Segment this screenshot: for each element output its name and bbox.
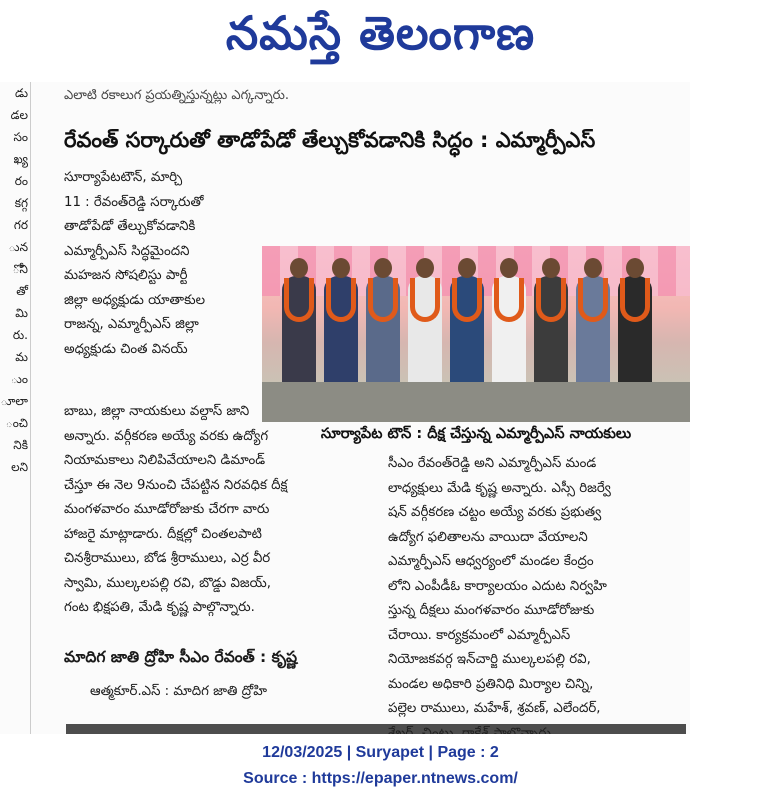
edge-fragment: ుం xyxy=(10,372,28,386)
photo-person xyxy=(366,276,400,396)
edge-fragment: మి xyxy=(15,306,28,320)
article-line: షన్ వర్గీకరణ చట్టం అయ్యే వరకు ప్రభుత్వ xyxy=(388,505,602,520)
sub-article-line: ఆత్మకూర్.ఎస్ : మాదిగ జాతి ద్రోహి xyxy=(90,684,267,699)
masthead xyxy=(0,0,761,82)
article-line: ఎమ్మార్పీఎస్ సిద్ధమైందని xyxy=(64,243,190,259)
edge-fragment: ున xyxy=(8,240,28,254)
article-line: ఎమ్మార్పీఎస్ ఆధ్వర్యంలో మండల కేంద్రం xyxy=(388,554,594,569)
article-line: మంగళవారం మూడోరోజుకు చేరగా వారు xyxy=(64,502,270,517)
masthead-title: నమస్తే తెలంగాణ xyxy=(225,6,536,60)
edge-fragment: ోని xyxy=(12,262,28,276)
article-line: మండల అధికారి ప్రతినిధి మిర్యాల చిన్ని, xyxy=(388,676,594,692)
edge-fragment: తో xyxy=(16,284,28,298)
article-line: నియామకాలు నిలిపివేయాలని డిమాండ్ xyxy=(64,453,266,468)
article-line: 11 : రేవంత్‌రెడ్డి సర్కారుతో xyxy=(64,194,204,210)
edge-fragment: సం xyxy=(13,130,28,144)
edge-fragment: ూలా xyxy=(0,394,28,408)
article-headline: రేవంత్ సర్కారుతో తాడోపేడో తేల్చుకోవడానికి సిద్ధం : ఎమ్మార్పీఎస్ xyxy=(64,128,596,152)
footer-source-line: Source : https://epaper.ntnews.com/ xyxy=(243,770,518,787)
article-column-left-bottom xyxy=(64,400,380,621)
article-line: హాజరై మాట్లాడారు. దీక్షల్లో చింతలపాటి xyxy=(64,526,262,542)
article-line: మహజన సోషలిస్టు పార్టీ xyxy=(64,268,188,283)
article-line: పల్లెల రాములు, మహేశ్, శ్రవణ్, ఎలేందర్, xyxy=(388,701,601,716)
newspaper-clipping xyxy=(0,82,690,734)
article-line: చినశ్రీరాములు, బోడ శ్రీరాములు, ఎర్ర వీర xyxy=(64,551,271,566)
footer-date-line: 12/03/2025 | Suryapet | Page : 2 xyxy=(262,744,499,761)
article-line: సీఎం రేవంత్‌రెడ్డి అని ఎమ్మార్పీఎస్ మండ xyxy=(388,456,597,471)
article-column-right xyxy=(388,452,690,734)
article-line: చేస్తూ ఈ నెల 9నుంచి చేపట్టిన నిరవధిక దీక్ష xyxy=(64,477,288,493)
sub-article-headline: మాదిగ జాతి ద్రోహి సీఎం రేవంత్ : కృష్ణ xyxy=(64,648,297,666)
article-line: నియోజకవర్గ ఇన్‌చార్జి ముల్కలపల్లి రవి, xyxy=(388,652,591,667)
article-photo xyxy=(262,246,690,422)
article-line: స్వామి, ముల్కలపల్లి రవి, బొడ్డు విజయ్, xyxy=(64,575,271,591)
photo-person xyxy=(618,276,652,396)
article-line: సూర్యాపేటటౌన్, మార్చి xyxy=(64,170,183,185)
article-column-left-top xyxy=(64,166,260,362)
article-line: గంట భిక్షపతి, మేడి కృష్ణ పాల్గొన్నారు. xyxy=(64,600,255,615)
next-article-headline-fragment xyxy=(66,724,686,734)
photo-person xyxy=(450,276,484,396)
photo-caption: సూర్యాపేట టౌన్ : దీక్ష చేస్తున్న ఎమ్మార్పీఎస్ నాయకులు xyxy=(320,426,632,442)
article-line: ఉద్యోగ ఫలితాలను వాయిదా వేయాలని xyxy=(388,529,588,545)
article-line: లోని ఎంపీడీఓ కార్యాలయం ఎదుట నిర్వహి xyxy=(388,578,607,594)
edge-fragment: నికి xyxy=(13,438,28,452)
article-line: తాడోపేడో తేల్చుకోవడానికి xyxy=(64,219,196,234)
edge-fragment: మ xyxy=(15,350,28,364)
edge-fragment: డల xyxy=(10,108,28,122)
photo-person xyxy=(324,276,358,396)
article-line: రాజన్న, ఎమ్మార్పీఎస్ జిల్లా xyxy=(64,317,199,332)
article-line: అన్నారు. వర్గీకరణ అయ్యే వరకు ఉద్యోగ xyxy=(64,428,269,444)
photo-person xyxy=(492,276,526,396)
article-line: స్తున్న దీక్షలు మంగళవారం మూడోరోజుకు xyxy=(388,603,595,618)
edge-fragment: డు xyxy=(14,86,28,100)
article-line: బాబు, జిల్లా నాయకులు వల్దాస్ జాని xyxy=(64,404,250,419)
article-line: జిల్లా అధ్యక్షుడు యాతాకుల xyxy=(64,292,206,308)
edge-fragment: రం xyxy=(14,174,28,188)
edge-fragment: గర xyxy=(13,218,28,232)
edge-fragment: కగ్గ xyxy=(14,196,28,210)
article-line: చేరాయి. కార్యక్రమంలో ఎమ్మార్పీఎస్ xyxy=(388,627,571,643)
previous-article-fragment: ఎలాటి రకాలుగ ప్రయత్నిస్తున్నట్లు ఎగ్కన్నారు. xyxy=(64,88,289,103)
photo-person xyxy=(408,276,442,396)
article-line: లాధ్యక్షులు మేడి కృష్ణ అన్నారు. ఎస్సీ రిజర్వే xyxy=(388,480,611,496)
adjacent-column-fragment xyxy=(0,82,31,734)
photo-person xyxy=(576,276,610,396)
photo-person xyxy=(282,276,316,396)
edge-fragment: ఖ్య xyxy=(13,152,28,166)
edge-fragment: ంచి xyxy=(5,416,28,430)
edge-fragment: రు. xyxy=(12,328,28,342)
edge-fragment: లని xyxy=(11,460,28,474)
photo-person xyxy=(534,276,568,396)
article-line: అధ్యక్షుడు చింత వినయ్ xyxy=(64,341,188,357)
sub-article-text xyxy=(90,680,380,705)
